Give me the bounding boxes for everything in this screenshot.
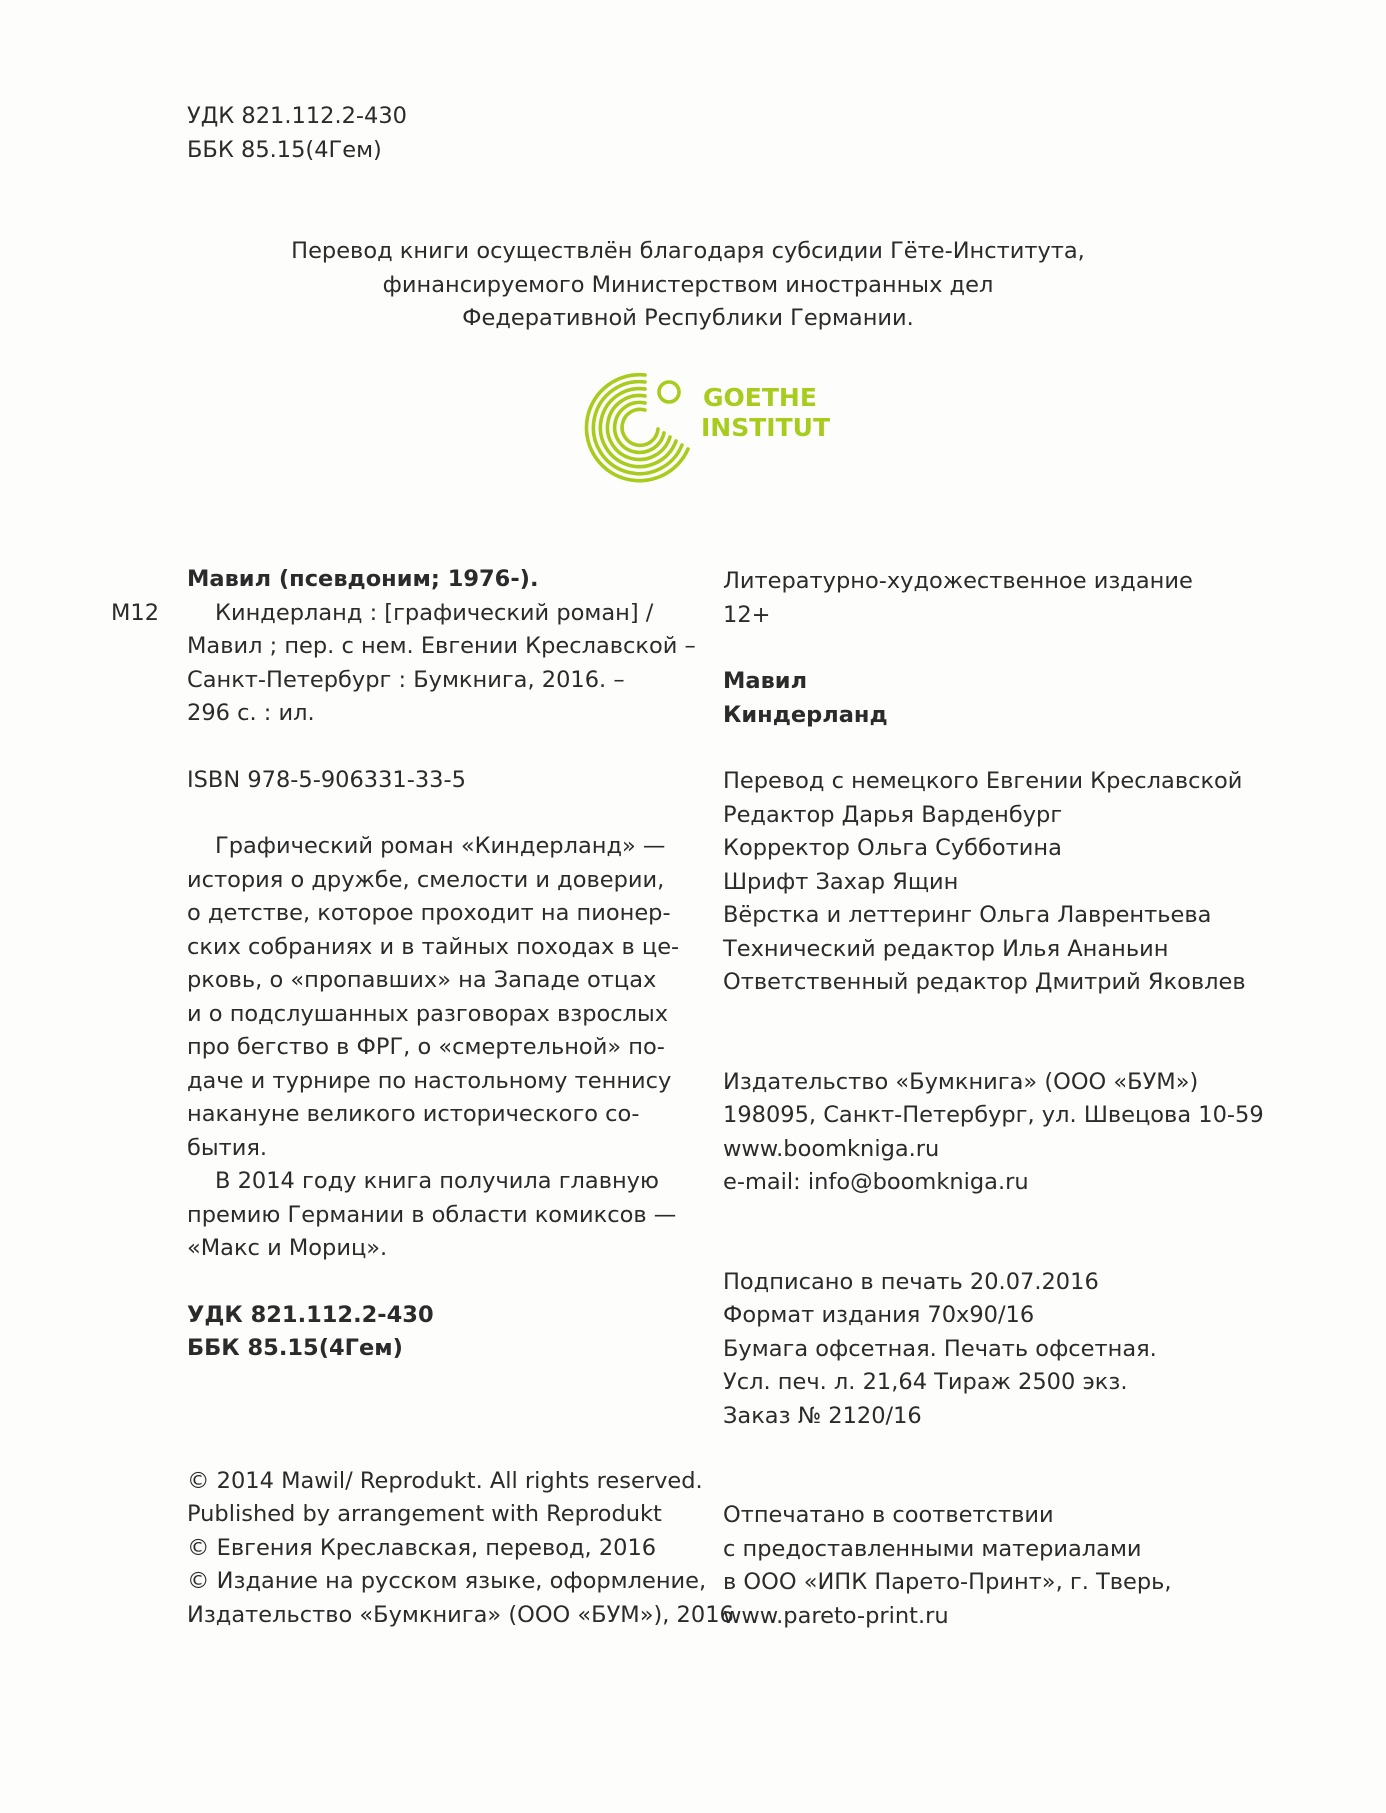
printed-by-line: в ООО «ИПК Парето-Принт», г. Тверь,	[723, 1569, 1172, 1595]
printing-line: Подписано в печать 20.07.2016	[723, 1268, 1099, 1295]
annotation-line: бытия.	[187, 1134, 268, 1161]
printer-website: www.pareto-print.ru	[723, 1602, 949, 1629]
bbk-code: ББК 85.15(4Гем)	[187, 136, 382, 163]
imprint-title: Киндерланд	[723, 701, 888, 728]
credit-line: Перевод с немецкого Евгении Креславской	[723, 768, 1243, 794]
printed-by-line: с предоставленными материалами	[723, 1535, 1142, 1562]
credit-line: Корректор Ольга Субботина	[723, 835, 1062, 861]
printing-line: Формат издания 70x90/16	[723, 1302, 1035, 1328]
goethe-logo-line1: GOETHE	[703, 383, 817, 412]
goethe-logo-mark	[575, 362, 830, 477]
credit-line: Шрифт Захар Ящин	[723, 868, 959, 895]
goethe-logo-line2: INSTITUT	[701, 413, 830, 442]
annotation-line: даче и турнире по настольному теннису	[187, 1067, 672, 1094]
subsidy-line: финансируемого Министерством иностранных дел	[382, 271, 994, 298]
annotation-line: про бегство в ФРГ, о «смертельной» по-	[187, 1034, 665, 1060]
publisher-website: www.boomkniga.ru	[723, 1135, 940, 1162]
record-bbk: ББК 85.15(4Гем)	[187, 1335, 403, 1361]
annotation-line: о детстве, которое проходит на пионер-	[187, 900, 671, 926]
credit-line: Технический редактор Илья Ананьин	[723, 935, 1169, 962]
top-classification-codes	[187, 100, 407, 167]
record-desc-line: Мавил ; пер. с нем. Евгении Креславской –	[187, 633, 696, 659]
annotation-line: рковь, о «пропавших» на Западе отцах	[187, 967, 657, 993]
printed-by-line: Отпечатано в соответствии	[723, 1502, 1054, 1528]
bibliographic-record	[187, 563, 734, 1632]
goethe-institut-logo	[575, 362, 830, 477]
record-desc-line: Киндерланд : [графический роман] /	[215, 599, 654, 626]
subsidy-note	[280, 235, 1096, 336]
annotation-line: история о дружбе, смелости и доверии,	[187, 866, 665, 893]
annotation-line: В 2014 году книга получила главную	[215, 1168, 659, 1194]
age-rating: 12+	[723, 601, 771, 628]
copyright-line: © Издание на русском языке, оформление,	[187, 1568, 707, 1594]
edition-type: Литературно-художественное издание	[723, 568, 1193, 594]
annotation-line: премию Германии в области комиксов —	[187, 1201, 677, 1228]
record-desc-line: 296 с. : ил.	[187, 700, 315, 726]
subsidy-line: Перевод книги осуществлён благодаря субсидии Гёте-Института,	[291, 238, 1085, 264]
imprint-author: Мавил	[723, 668, 808, 694]
credit-line: Редактор Дарья Варденбург	[723, 801, 1063, 828]
record-udk: УДК 821.112.2-430	[187, 1301, 434, 1328]
annotation-line: Графический роман «Киндерланд» —	[215, 833, 666, 859]
printing-line: Усл. печ. л. 21,64 Тираж 2500 экз.	[723, 1369, 1128, 1395]
subsidy-line: Федеративной Республики Германии.	[462, 305, 914, 331]
publisher-line: 198095, Санкт-Петербург, ул. Швецова 10-59	[723, 1102, 1264, 1128]
printing-line: Бумага офсетная. Печать офсетная.	[723, 1335, 1157, 1362]
udk-code: УДК 821.112.2-430	[187, 103, 407, 129]
record-heading: Мавил (псевдоним; 1976-).	[187, 566, 539, 592]
credit-line: Ответственный редактор Дмитрий Яковлев	[723, 969, 1246, 995]
annotation-line: ских собраниях и в тайных походах в це-	[187, 933, 680, 960]
publisher-email: e-mail: info@boomkniga.ru	[723, 1169, 1029, 1195]
publisher-line: Издательство «Бумкнига» (ООО «БУМ»)	[723, 1068, 1199, 1095]
imprint	[723, 565, 1343, 1633]
copyright-line: Published by arrangement with Reprodukt	[187, 1501, 662, 1527]
record-desc-line: Санкт-Петербург : Бумкнига, 2016. –	[187, 666, 625, 693]
annotation-line: «Макс и Мориц».	[187, 1235, 388, 1261]
copyright-line: Издательство «Бумкнига» (ООО «БУМ»), 2016	[187, 1601, 734, 1628]
isbn: ISBN 978-5-906331-33-5	[187, 766, 466, 793]
copyright-line: © 2014 Mawil/ Reprodukt. All rights reserved.	[187, 1467, 703, 1494]
author-sign: М12	[111, 600, 160, 626]
copyright-line: © Евгения Креславская, перевод, 2016	[187, 1534, 657, 1561]
annotation-line: и о подслушанных разговорах взрослых	[187, 1000, 669, 1027]
printing-line: Заказ № 2120/16	[723, 1402, 922, 1429]
credit-line: Вёрстка и леттеринг Ольга Лаврентьева	[723, 902, 1212, 928]
annotation-line: накануне великого исторического со-	[187, 1101, 640, 1127]
